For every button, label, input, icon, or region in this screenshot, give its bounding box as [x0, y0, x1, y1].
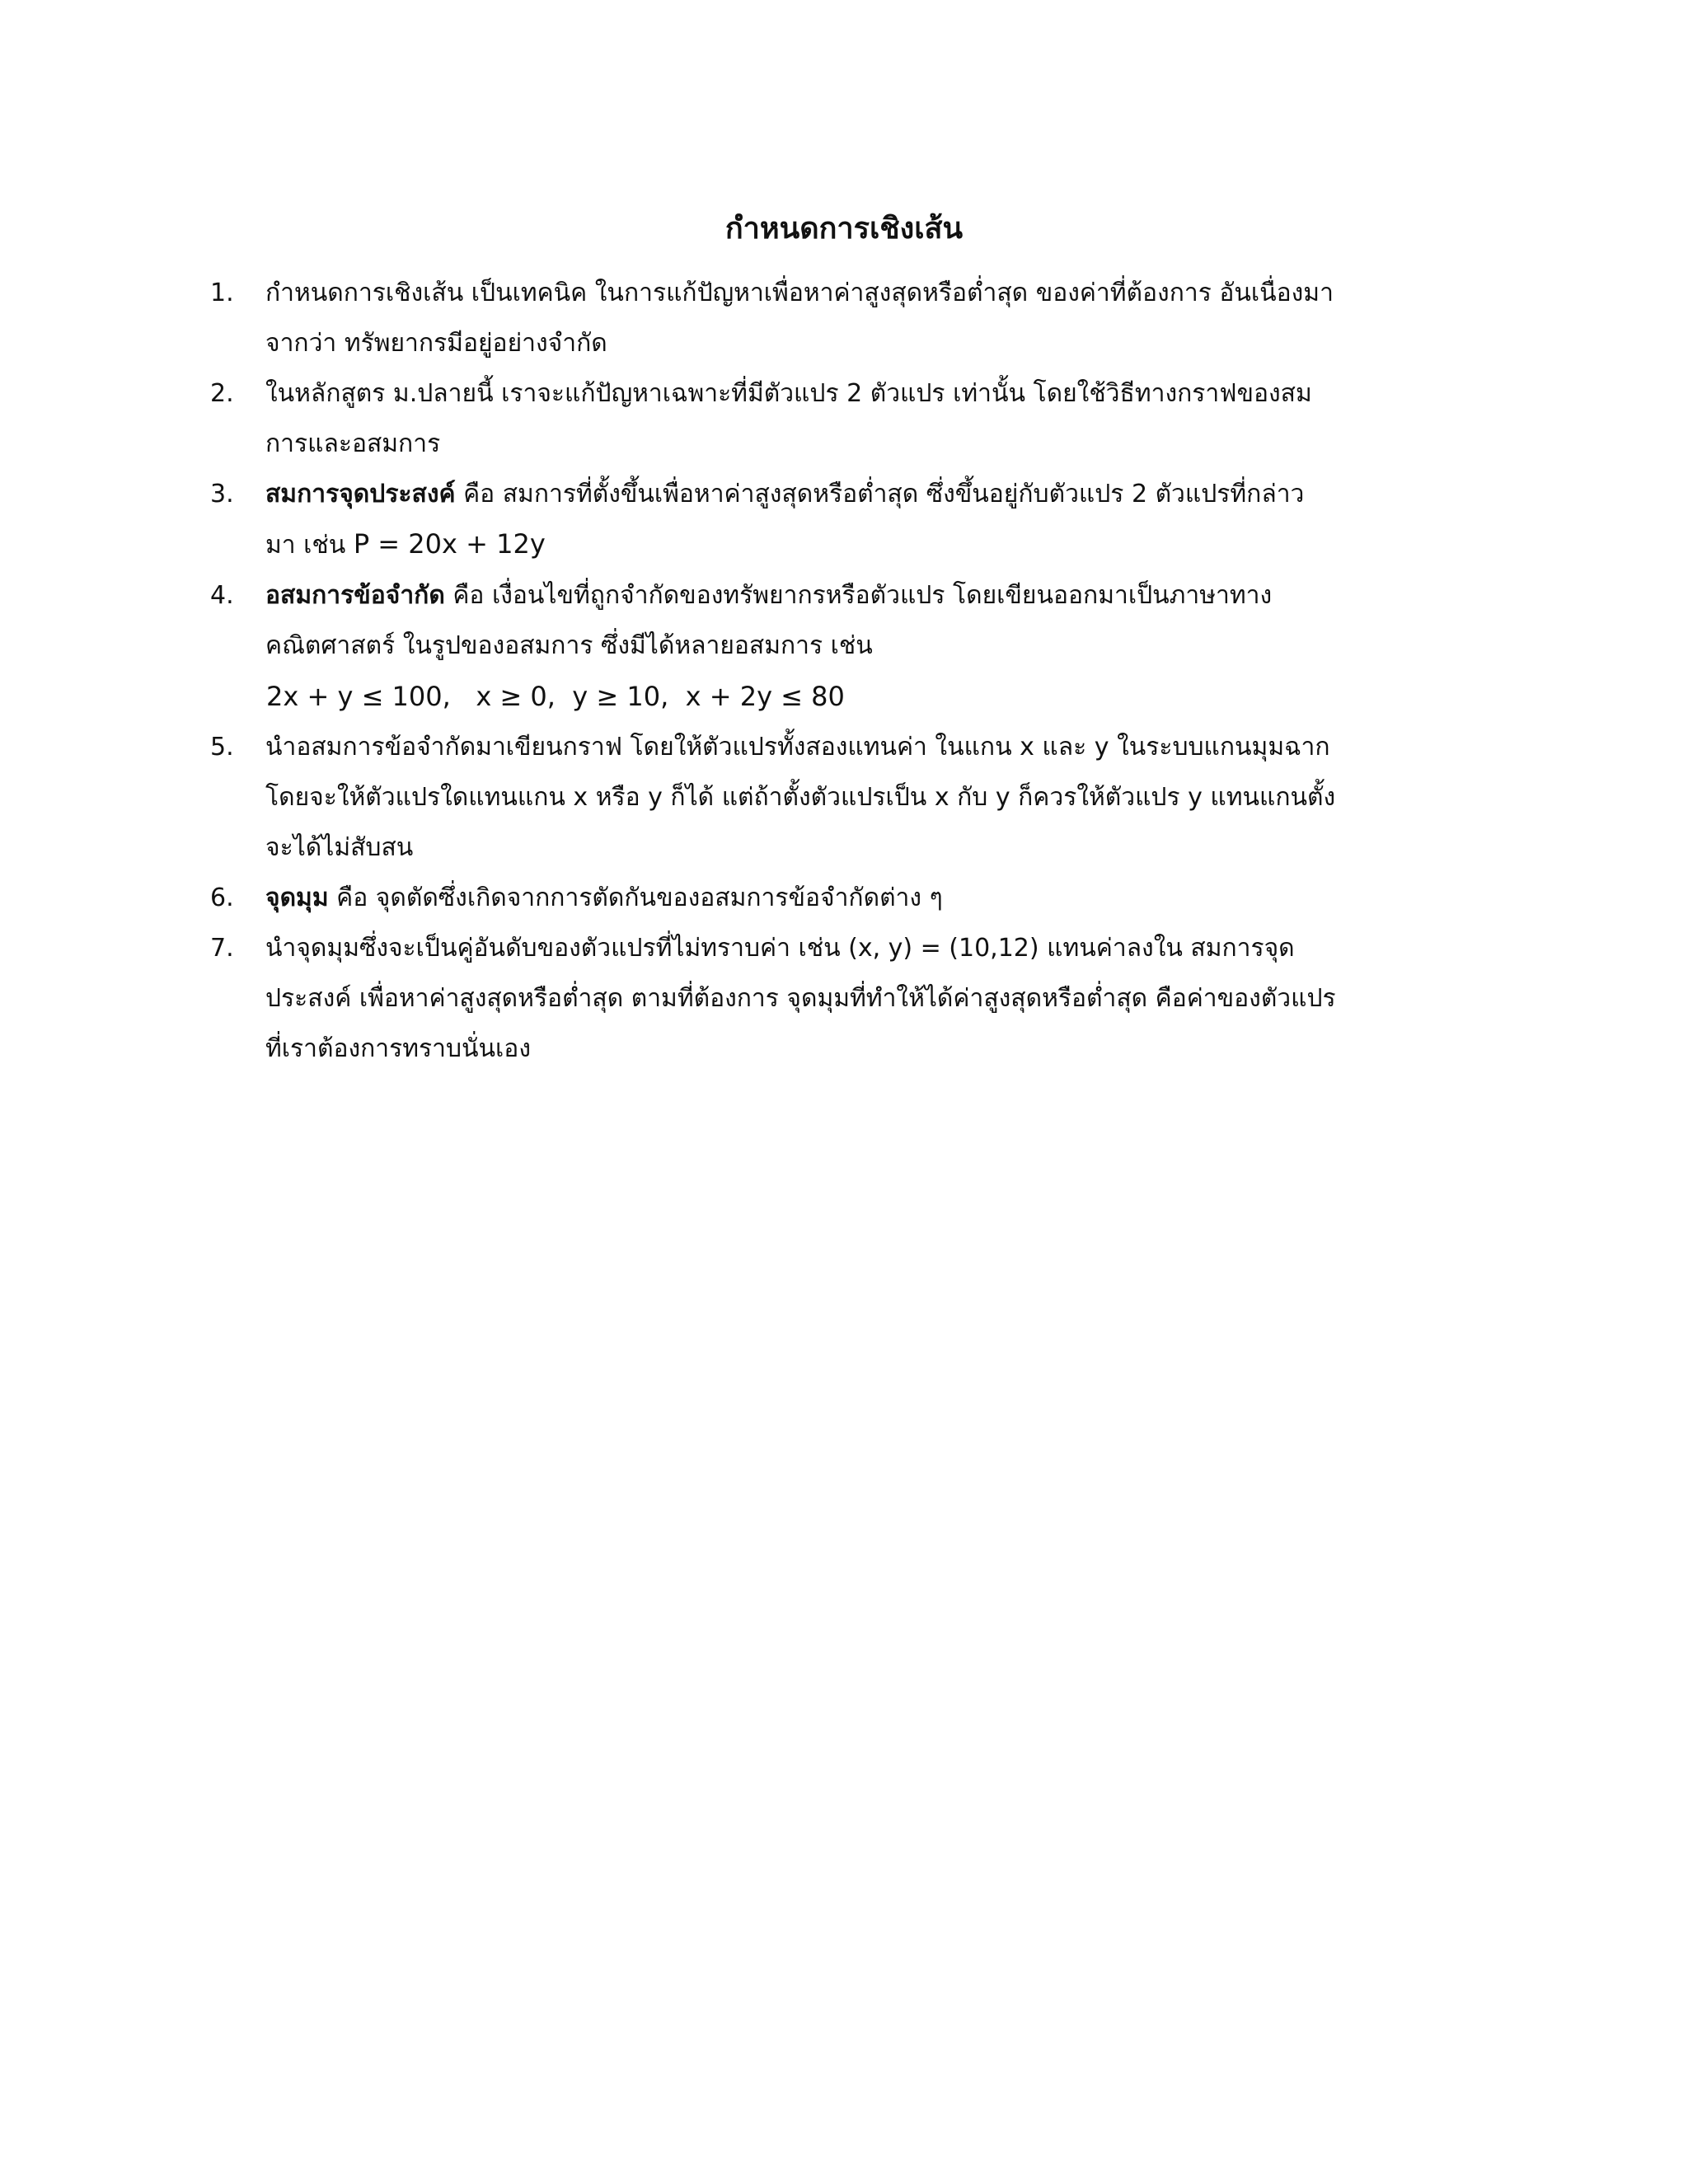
text-line [265, 519, 1430, 570]
text-line: กำหนดการเชิงเส้น เป็นเทคนิค ในการแก้ปัญหาเพื่อหาค่าสูงสุดหรือต่ำสุด ของค่าที่ต้องการ อันเนื่องมา [265, 279, 1334, 307]
item-text [265, 469, 1430, 570]
text-line: จะได้ไม่สับสน [265, 833, 414, 862]
text-line: คณิตศาสตร์ ในรูปของอสมการ ซึ่งมีได้หลายอสมการ เช่น [265, 631, 873, 660]
text-line: จากว่า ทรัพยากรมีอยู่อย่างจำกัด [265, 329, 607, 358]
definition-list [210, 268, 1430, 1074]
text-line: ที่เราต้องการทราบนั่นเอง [265, 1034, 531, 1063]
text-line: การและอสมการ [265, 429, 441, 458]
document-title: กำหนดการเชิงเส้น [724, 212, 964, 246]
text-line [265, 570, 1430, 621]
term-constraint-inequality: อสมการข้อจำกัด [265, 581, 445, 610]
constraint-formula: 2x + y ≤ 100, x ≥ 0, y ≥ 10, x + 2y ≤ 80 [266, 681, 845, 712]
definition-text: คือ จุดตัดซึ่งเกิดจากการตัดกันของอสมการข้อจำกัดต่าง ๆ [328, 883, 943, 912]
definition-text: คือ สมการที่ตั้งขึ้นเพื่อหาค่าสูงสุดหรือต่ำสุด ซึ่งขึ้นอยู่กับตัวแปร 2 ตัวแปรที่กล่าว [455, 480, 1305, 509]
text-line: นำจุดมุมซึ่งจะเป็นคู่อันดับของตัวแปรที่ไม่ทราบค่า เช่น (x, y) = (10,12) แทนค่าลงใน สมการจุด [265, 934, 1295, 963]
list-item [210, 368, 1430, 469]
item-number: 1. [210, 279, 234, 307]
text-line: ในหลักสูตร ม.ปลายนี้ เราจะแก้ปัญหาเฉพาะที่มีตัวแปร 2 ตัวแปร เท่านั้น โดยใช้วิธีทางกราฟของสม [265, 379, 1312, 408]
item-number: 6. [210, 883, 234, 912]
text-line [265, 873, 1430, 923]
item-number: 7. [210, 934, 234, 963]
example-prefix: มา เช่น [265, 531, 354, 560]
item-text [265, 873, 1430, 923]
term-corner-point: จุดมุม [265, 883, 329, 912]
definition-text: คือ เงื่อนไขที่ถูกจำกัดของทรัพยากรหรือตัวแปร โดยเขียนออกมาเป็นภาษาทาง [444, 581, 1273, 610]
item-text [265, 570, 1430, 671]
item-number: 3. [210, 480, 234, 509]
list-item [210, 469, 1430, 570]
list-item [210, 923, 1430, 1074]
item-text [265, 268, 1430, 368]
item-text [265, 722, 1430, 873]
item-number: 4. [210, 581, 234, 610]
item-number: 2. [210, 379, 234, 408]
list-item [210, 873, 1430, 923]
text-line: ประสงค์ เพื่อหาค่าสูงสุดหรือต่ำสุด ตามที่ต้องการ จุดมุมที่ทำให้ได้ค่าสูงสุดหรือต่ำสุด คือค่าของตัวแปร [265, 984, 1336, 1013]
list-item [210, 722, 1430, 873]
item-number: 5. [210, 733, 234, 762]
text-line: โดยจะให้ตัวแปรใดแทนแกน x หรือ y ก็ได้ แต่ถ้าตั้งตัวแปรเป็น x กับ y ก็ควรให้ตัวแปร y แทนแกนตั้ง [265, 783, 1336, 812]
text-line: นำอสมการข้อจำกัดมาเขียนกราฟ โดยให้ตัวแปรทั้งสองแทนค่า ในแกน x และ y ในระบบแกนมุมฉาก [265, 733, 1330, 762]
objective-formula: P = 20x + 12y [353, 528, 546, 560]
item-text [265, 368, 1430, 469]
text-line [265, 469, 1430, 519]
list-item [210, 268, 1430, 368]
item-text [265, 923, 1430, 1074]
list-item [210, 570, 1430, 671]
term-objective-equation: สมการจุดประสงค์ [265, 480, 456, 509]
